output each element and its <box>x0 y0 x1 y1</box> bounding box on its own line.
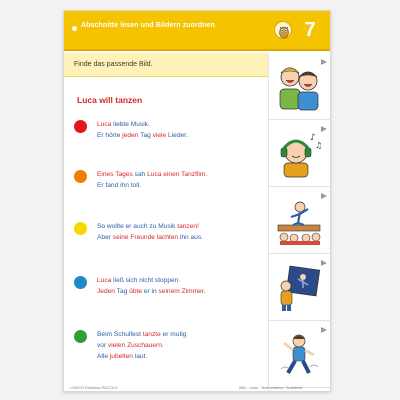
card-number: 7 <box>304 19 316 41</box>
highlighted-word: lachten <box>156 234 179 241</box>
svg-text:♫: ♫ <box>315 141 322 150</box>
paragraph-line <box>97 130 188 141</box>
paragraph-5 <box>97 329 186 362</box>
paragraph-line <box>97 329 186 340</box>
footer-left: LOGICO-Förderbox PICCOLO <box>70 386 118 390</box>
text-segment: So wollte er auch zu Musik <box>97 223 178 230</box>
highlighted-word: jubelten <box>109 353 133 360</box>
text-segment: Beim Schulfest <box>97 331 143 338</box>
highlighted-word: tanzte <box>142 331 161 338</box>
text-segment: er in <box>142 288 159 295</box>
header-bullet-icon <box>72 26 77 31</box>
task-instruction: Finde das passende Bild. <box>74 61 153 68</box>
school-stage-dance-picture <box>276 195 322 245</box>
text-segment: Tag <box>114 288 130 295</box>
text-segment: liebte Musik. <box>111 121 150 128</box>
highlighted-word: Luca <box>147 171 162 178</box>
picture-column <box>268 53 330 391</box>
highlighted-word: tanzen! <box>177 223 199 230</box>
card-header <box>64 11 330 51</box>
highlighted-word: Zuschauern. <box>127 342 164 349</box>
paragraph-line <box>97 232 203 243</box>
paragraph-2 <box>97 169 207 191</box>
paragraph-line <box>97 286 205 297</box>
header-title: Abschnitte lesen und Bildern zuordnen <box>81 22 215 29</box>
text-segment: vor <box>97 342 108 349</box>
friends-laughing-picture <box>276 61 322 111</box>
highlighted-word: Eines <box>97 171 114 178</box>
paragraph-line <box>97 340 186 351</box>
paragraph-4 <box>97 275 205 297</box>
picture-cell-2[interactable] <box>269 120 331 187</box>
highlighted-word: Freunde <box>130 234 155 241</box>
picture-cell-4[interactable] <box>269 254 331 321</box>
text-segment: Alle <box>97 353 110 360</box>
highlighted-word: übte <box>129 288 142 295</box>
paragraph-1 <box>97 119 188 141</box>
text-segment: Tag <box>138 132 153 139</box>
paragraph-line <box>97 351 186 362</box>
paragraph-dot-4[interactable] <box>74 276 87 289</box>
boy-headphones-music-picture <box>276 128 322 178</box>
paragraph-dot-3[interactable] <box>74 222 87 235</box>
highlighted-word: viele <box>152 132 167 139</box>
text-segment: sah <box>132 171 148 178</box>
text-segment: ließ sich nicht stoppen. <box>111 277 181 284</box>
paragraph-line <box>97 180 207 191</box>
owl-mascot-icon <box>274 21 292 39</box>
highlighted-word: seinem <box>158 288 180 295</box>
highlighted-word: Jeden <box>97 288 115 295</box>
highlighted-word: seine <box>112 234 129 241</box>
learning-card <box>63 10 331 392</box>
svg-text:♪: ♪ <box>310 133 316 143</box>
highlighted-word: vielen <box>108 342 126 349</box>
highlighted-word: Tages <box>115 171 133 178</box>
paragraph-3 <box>97 221 203 243</box>
text-segment: Lieder. <box>166 132 188 139</box>
text-segment: Er fand ihn toll. <box>97 182 141 189</box>
task-bar <box>64 53 268 77</box>
text-segment: laut. <box>132 353 148 360</box>
text-segment: Er hörte <box>97 132 123 139</box>
boy-tv-dancing-picture <box>276 262 322 312</box>
picture-cell-1[interactable] <box>269 53 331 120</box>
text-segment: ihn aus. <box>178 234 203 241</box>
picture-cell-3[interactable] <box>269 187 331 254</box>
story-title: Luca will tanzen <box>77 95 143 105</box>
paragraph-line <box>97 221 203 232</box>
paragraph-dot-1[interactable] <box>74 120 87 133</box>
footer-right: 5964 – Lesen · Texte verstehen · Erzähltexte <box>239 386 303 390</box>
paragraph-line <box>97 119 188 130</box>
paragraph-dot-2[interactable] <box>74 170 87 183</box>
text-segment: er mutig <box>160 331 187 338</box>
highlighted-word: Tanzfilm. <box>181 171 208 178</box>
paragraph-line <box>97 275 205 286</box>
highlighted-word: Luca <box>97 277 112 284</box>
boy-dancing-picture <box>276 329 322 379</box>
paragraph-line <box>97 169 207 180</box>
picture-cell-5[interactable] <box>269 321 331 388</box>
paragraph-dot-5[interactable] <box>74 330 87 343</box>
highlighted-word: jeden <box>122 132 139 139</box>
highlighted-word: einen <box>163 171 180 178</box>
text-segment: Aber <box>97 234 113 241</box>
highlighted-word: Luca <box>97 121 112 128</box>
highlighted-word: Zimmer. <box>181 288 206 295</box>
